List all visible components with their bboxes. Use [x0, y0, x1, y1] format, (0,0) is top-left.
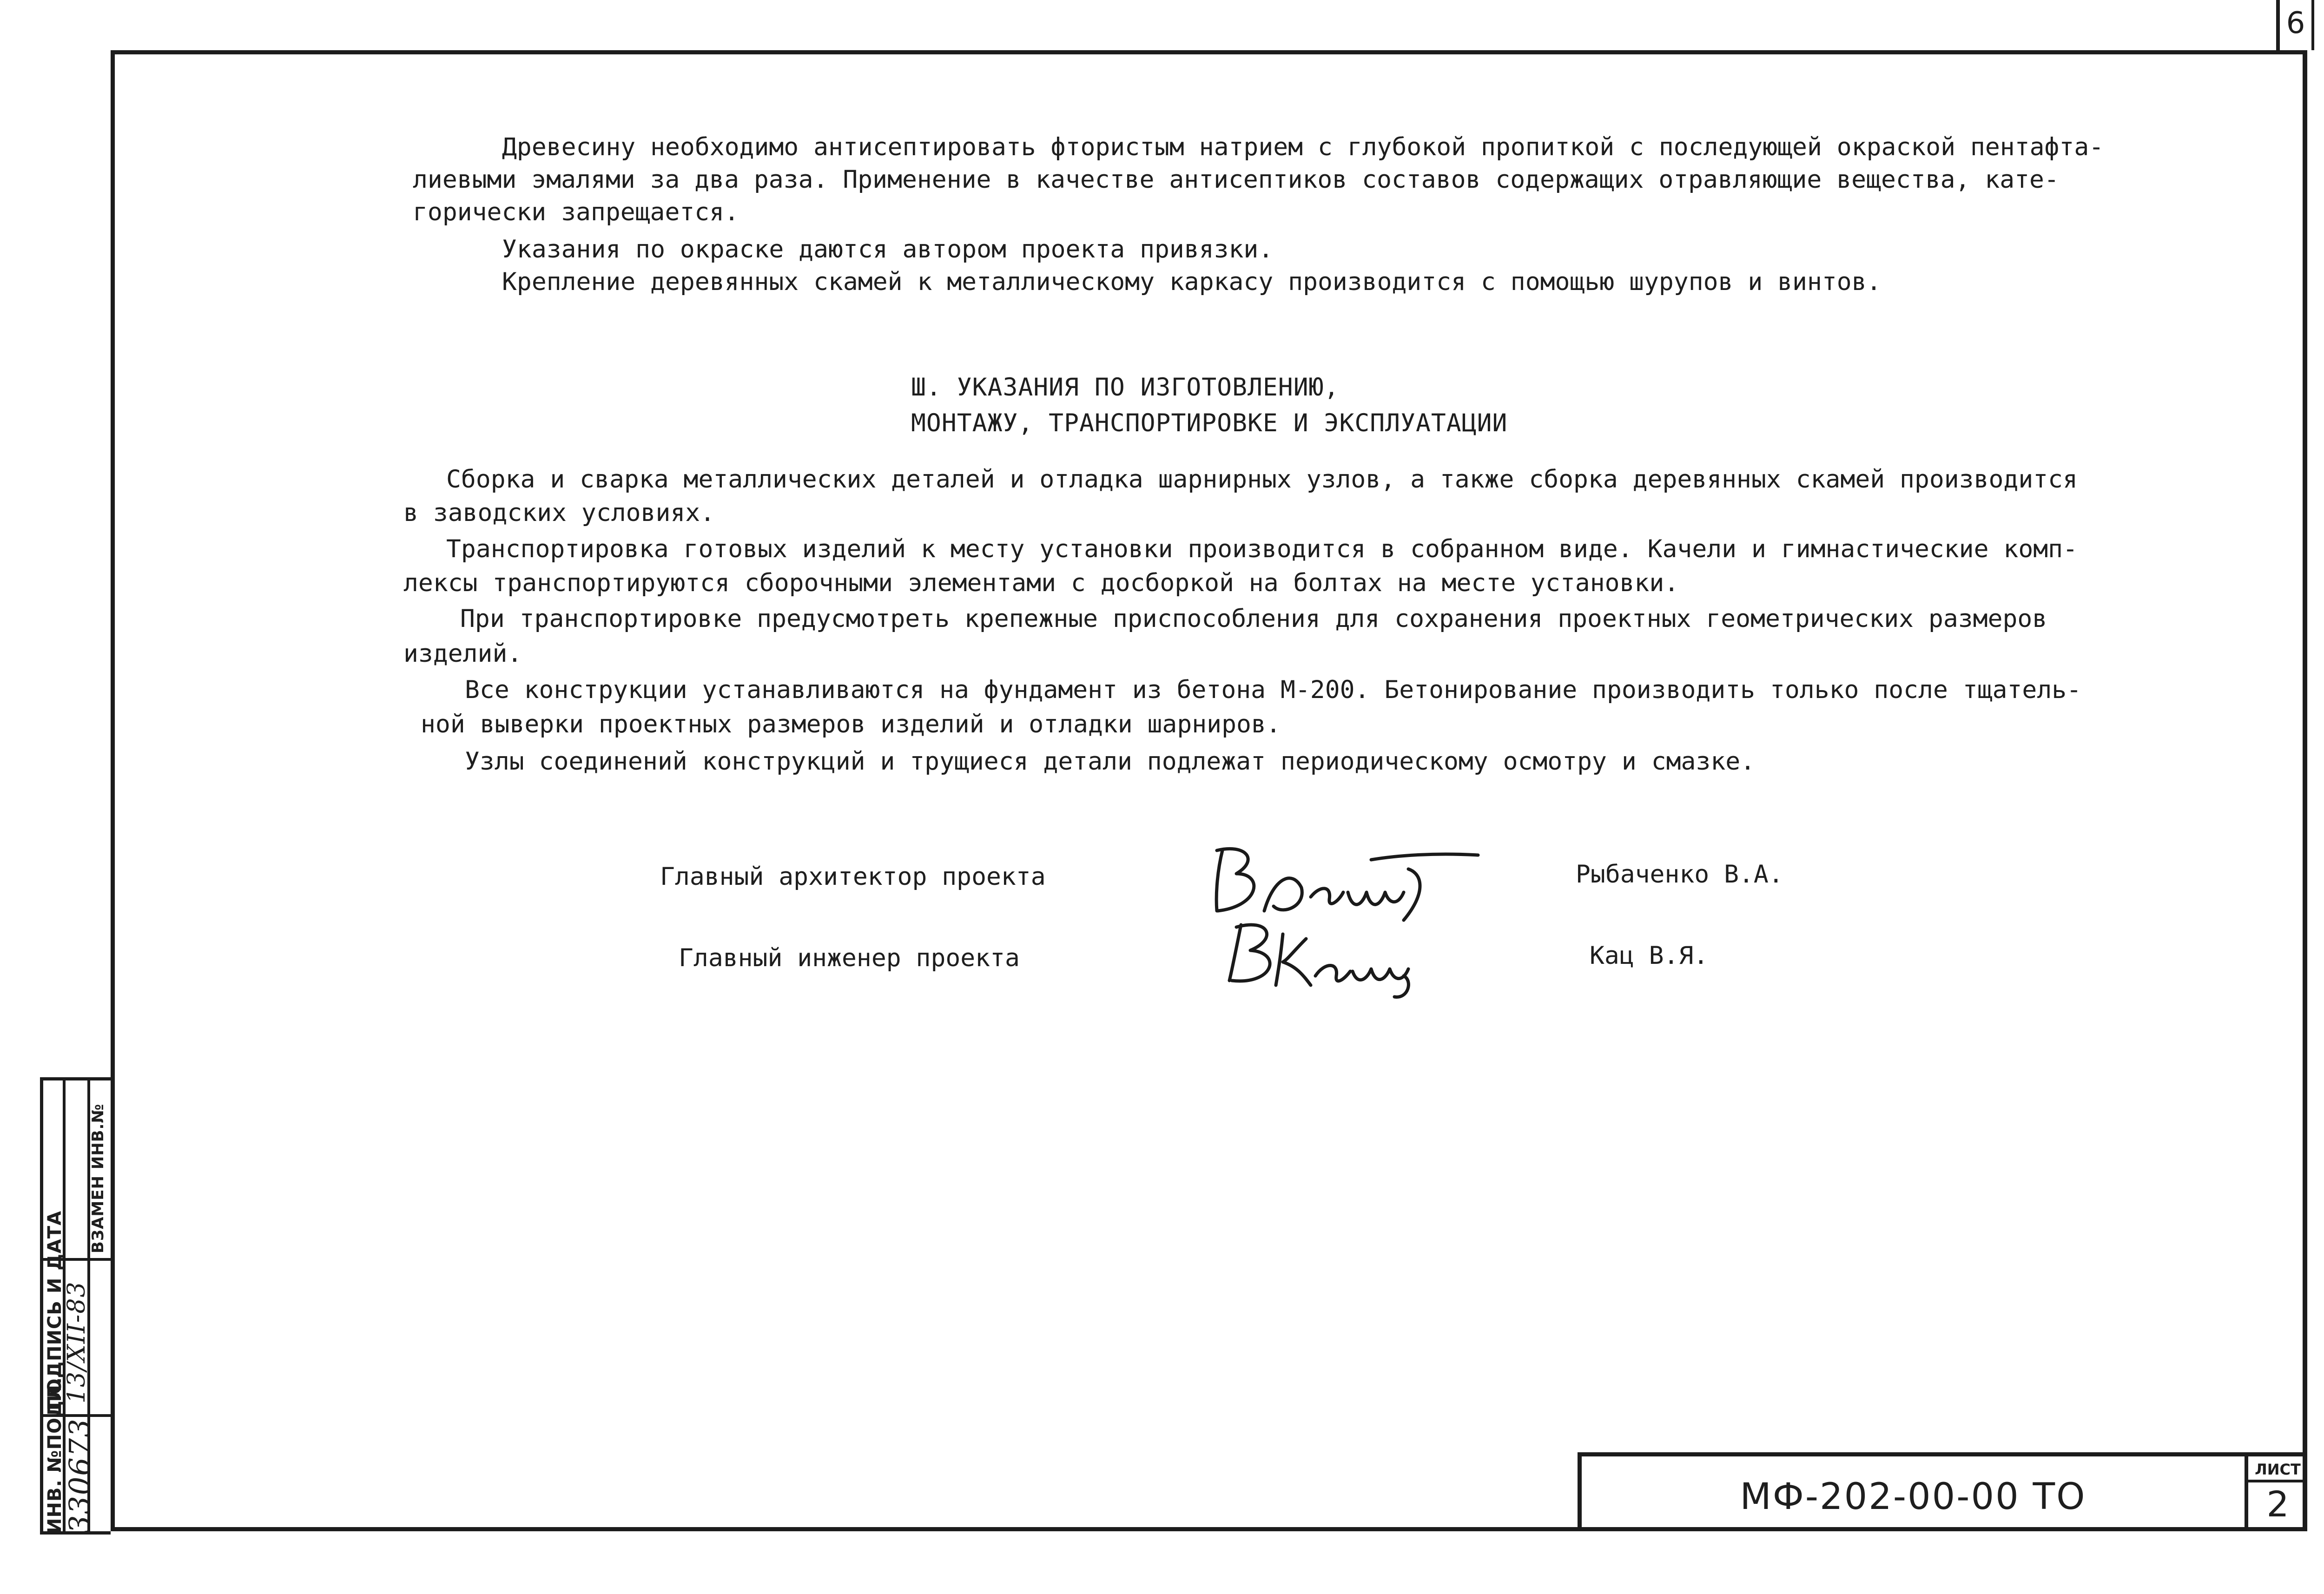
body-paragraph-1-line-2: лиевыми эмалями за два раза. Применение в качестве антисептиков составов содержащих отравляющие вещества, кате- [413, 165, 2059, 194]
body-paragraph-2: Указания по окраске даются автором проекта привязки. [502, 235, 1274, 263]
section-paragraph-2-line-1: Транспортировка готовых изделий к месту установки производится в собранном виде. Качели и гимнастические комп- [446, 535, 2078, 563]
chief-architect-role: Главный архитектор проекта [660, 863, 1046, 891]
section-paragraph-2-line-2: лексы транспортируются сборочными элементами с досборкой на болтах на месте установки. [403, 569, 1679, 597]
signature-date-value: 13/XII-83 [63, 1281, 91, 1403]
inv-number-value: 330673 [63, 1418, 97, 1534]
sheet-corner-number: 6 [2276, 0, 2314, 50]
document-code: МФ-202-00-00 ТО [1740, 1476, 2086, 1518]
section-paragraph-3-line-1: При транспортировке предусмотреть крепежные приспособления для сохранения проектных геометрических размеров [460, 605, 2047, 633]
sheet-label: ЛИСТ [2248, 1459, 2307, 1482]
title-block [1578, 1452, 2307, 1531]
body-paragraph-3: Крепление деревянных скамей к металлическому каркасу производится с помощью шурупов и винтов. [502, 268, 1882, 296]
chief-engineer-signature [1218, 916, 1441, 1004]
sheet-number: 2 [2266, 1483, 2289, 1525]
section-paragraph-4-line-2: ной выверки проектных размеров изделий и отладки шарниров. [421, 710, 1281, 738]
chief-engineer-role: Главный инженер проекта [679, 944, 1020, 972]
title-block-sheet-cell [2245, 1452, 2307, 1531]
inv-number-label: ИНВ. №ПОДЛ. [44, 1377, 66, 1534]
body-paragraph-1-line-1: Древесину необходимо антисептировать фтористым натрием с глубокой пропиткой с последующей окраской пентафта- [502, 133, 2104, 161]
section-paragraph-1-line-1: Сборка и сварка металлических деталей и отладка шарнирных узлов, а также сборка деревянных скамей производится [446, 465, 2078, 494]
section-heading-line-2: МОНТАЖУ, ТРАНСПОРТИРОВКЕ И ЭКСПЛУАТАЦИИ [911, 409, 1508, 437]
replaced-inv-label: ВЗАМЕН ИНВ.№ [89, 1103, 107, 1253]
chief-engineer-name: Кац В.Я. [1590, 942, 1709, 970]
chief-architect-name: Рыбаченко В.А. [1576, 860, 1783, 889]
section-heading-line-1: Ш. УКАЗАНИЯ ПО ИЗГОТОВЛЕНИЮ, [911, 373, 1340, 402]
section-paragraph-4-line-1: Все конструкции устанавливаются на фундамент из бетона М-200. Бетонирование производить только после тщатель- [465, 676, 2082, 704]
body-paragraph-1-line-3: горически запрещается. [413, 198, 739, 226]
chief-architect-signature [1204, 841, 1492, 925]
title-block-main-cell [1578, 1452, 2245, 1531]
signature-date-label: ПОДПИСЬ И ДАТА [44, 1210, 66, 1410]
left-stamp-strip [40, 1077, 111, 1535]
section-paragraph-1-line-2: в заводских условиях. [403, 499, 715, 527]
section-paragraph-3-line-2: изделий. [403, 639, 522, 668]
section-paragraph-5: Узлы соединений конструкций и трущиеся детали подлежат периодическому осмотру и смазке. [465, 747, 1756, 776]
